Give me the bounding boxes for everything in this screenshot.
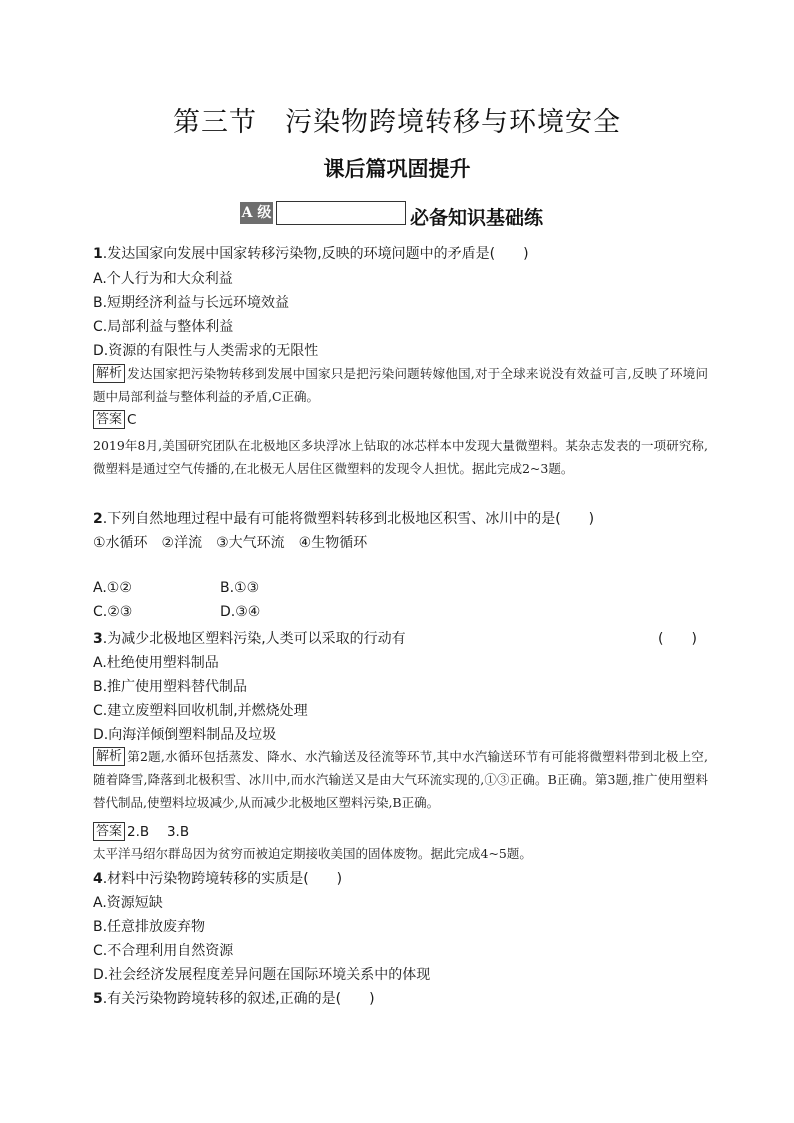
analysis-tag: 解析: [93, 364, 125, 383]
q4-option-b: B.任意排放废弃物: [93, 919, 206, 935]
level-title: 必备知识基础练: [410, 206, 544, 229]
q2-items: ①水循环 ②洋流 ③大气环流 ④生物循环: [93, 535, 368, 551]
q3-option-c: C.建立废塑料回收机制,并燃烧处理: [93, 703, 308, 719]
q1-option-b: B.短期经济利益与长远环境效益: [93, 295, 290, 311]
q2-3-analysis: [93, 745, 708, 814]
q1-option-a: A.个人行为和大众利益: [93, 271, 233, 287]
question-number: 1: [93, 246, 103, 262]
question-4-stem: [93, 868, 342, 888]
analysis-tag: 解析: [93, 747, 125, 766]
question-1-stem: [93, 243, 529, 263]
q1-option-c: C.局部利益与整体利益: [93, 319, 234, 335]
level-header: [240, 200, 544, 229]
q4-option-c: C.不合理利用自然资源: [93, 943, 234, 959]
material-2: 太平洋马绍尔群岛因为贫穷而被迫定期接收美国的固体废物。据此完成4~5题。: [93, 846, 532, 861]
q2-options-row-2: [93, 604, 261, 620]
analysis-text: 第2题,水循环包括蒸发、降水、水汽输送及径流等环节,其中水汽输送环节有可能将微塑料带到北极上空,随着降雪,降落到北极积雪、冰川中,而水汽输送又是由大气环流实现的,①③正确。B正确。第3题,推广使用塑料替代制品,使塑料垃圾减少,从而减少北极地区塑料污染,B正确。: [93, 749, 708, 810]
question-number: 5: [93, 991, 103, 1007]
question-text: .下列自然地理过程中最有可能将微塑料转移到北极地区积雪、冰川中的是( ): [102, 511, 595, 527]
question-text: .为减少北极地区塑料污染,人类可以采取的行动有: [102, 631, 406, 647]
q2-option-b: B.①③: [220, 580, 260, 596]
section-title: 第三节 污染物跨境转移与环境安全: [173, 107, 621, 138]
q4-option-a: A.资源短缺: [93, 895, 163, 911]
level-badge: A 级: [240, 202, 273, 224]
q2-3-answer: [93, 820, 189, 841]
q3-option-a: A.杜绝使用塑料制品: [93, 655, 219, 671]
question-text: .发达国家向发展中国家转移污染物,反映的环境问题中的矛盾是( ): [102, 246, 529, 262]
question-text: .有关污染物跨境转移的叙述,正确的是( ): [102, 991, 375, 1007]
answer-text: 2.B 3.B: [127, 824, 190, 840]
answer-text: C: [127, 412, 137, 428]
q3-option-b: B.推广使用塑料替代制品: [93, 679, 248, 695]
q2-option-d: D.③④: [220, 604, 261, 620]
material-1: 2019年8月,美国研究团队在北极地区多块浮冰上钻取的冰芯样本中发现大量微塑料。某杂志发表的一项研究称,微塑料是通过空气传播的,在北极无人居住区微塑料的发现令人担忧。据此完成2~3题。: [93, 438, 708, 476]
q1-answer: [93, 410, 136, 429]
section-subtitle: 课后篇巩固提升: [323, 157, 471, 181]
q3-answer-paren: ( ): [658, 631, 697, 647]
level-blank-box: [276, 201, 406, 225]
analysis-text: 发达国家把污染物转移到发展中国家只是把污染问题转嫁他国,对于全球来说没有效益可言,反映了环境问题中局部利益与整体利益的矛盾,C正确。: [93, 366, 708, 404]
q1-option-d: D.资源的有限性与人类需求的无限性: [93, 343, 319, 359]
q2-options-row-1: [93, 580, 260, 596]
question-number: 4: [93, 871, 103, 887]
q2-option-a: A.①②: [93, 580, 132, 596]
question-3-stem: [93, 628, 406, 648]
q3-option-d: D.向海洋倾倒塑料制品及垃圾: [93, 727, 277, 743]
question-number: 3: [93, 631, 103, 647]
q1-analysis: [93, 362, 708, 408]
answer-tag: 答案: [93, 410, 125, 429]
q4-option-d: D.社会经济发展程度差异问题在国际环境关系中的体现: [93, 967, 431, 983]
answer-tag: 答案: [93, 822, 125, 841]
q2-option-c: C.②③: [93, 604, 133, 620]
question-2-stem: [93, 508, 594, 528]
question-text: .材料中污染物跨境转移的实质是( ): [102, 871, 343, 887]
question-number: 2: [93, 511, 103, 527]
question-5-stem: [93, 988, 375, 1008]
